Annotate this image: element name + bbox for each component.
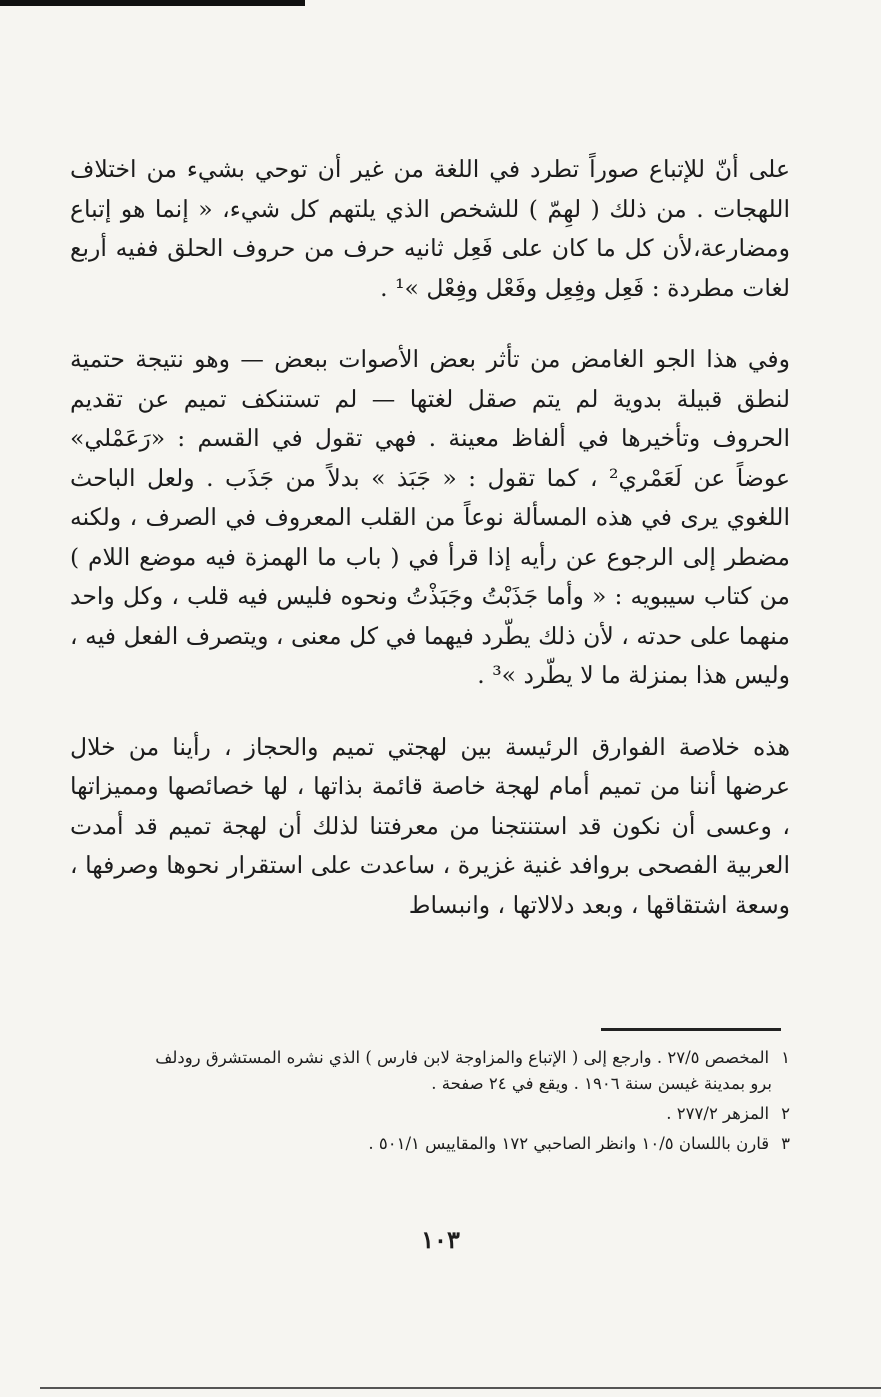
footnote-number: ١ bbox=[781, 1048, 790, 1067]
footnote-1-continued bbox=[90, 1071, 790, 1097]
footnotes bbox=[90, 1045, 790, 1161]
footnote-number: ٢ bbox=[781, 1104, 790, 1123]
scan-bottom-line bbox=[40, 1387, 881, 1389]
page-number: ١٠٣ bbox=[421, 1225, 460, 1254]
paragraph-3: هذه خلاصة الفوارق الرئيسة بين لهجتي تميم والحجاز ، رأينا من خلال عرضها أننا من تميم أمام لهجة خاصة قائمة بذاتها ، لها خصائصها ومميزاتها ، وعسى أن نكون قد استنتجنا من معرفتنا لذلك أن لهجة تميم قد أمدت العربية الفصحى بروافد غنية غزيرة ، ساعدت على استقرار نحوها وصرفها ، وسعة اشتقاقها ، وبعد دلالاتها ، وانبساط bbox=[70, 732, 790, 919]
footnote-separator bbox=[601, 1028, 781, 1031]
footnote-text: قارن باللسان ١٠/٥ وانظر الصاحبي ١٧٢ والمقاييس ٥٠١/١ . bbox=[368, 1134, 770, 1153]
footnote-3 bbox=[90, 1131, 790, 1157]
footnote-2 bbox=[90, 1101, 790, 1127]
scan-edge-line bbox=[0, 0, 305, 6]
footnote-text: المزهر ٢٧٧/٢ . bbox=[666, 1104, 770, 1123]
footnote-text: برو بمدينة غيسن سنة ١٩٠٦ . ويقع في ٢٤ صفحة . bbox=[431, 1074, 772, 1093]
paragraph-1: على أنّ للإتباع صوراً تطرد في اللغة من غير أن توحي بشيء من اختلاف اللهجات . من ذلك ( لهِمّ ) للشخص الذي يلتهم كل شيء، « إنما هو إتباع ومضارعة،لأن كل ما كان على فَعِل ثانيه حرف من حروف الحلق ففيه أربع لغات مطردة : فَعِل وفِعِل وفَعْل وفِعْل »¹ . bbox=[70, 155, 790, 302]
footnote-text: المخصص ٢٧/٥ . وارجع إلى ( الإتباع والمزاوجة لابن فارس ) الذي نشره المستشرق رودلف bbox=[155, 1048, 770, 1067]
footnote-1 bbox=[90, 1045, 790, 1071]
paragraph-2: وفي هذا الجو الغامض من تأثر بعض الأصوات ببعض — وهو نتيجة حتمية لنطق قبيلة بدوية لم يتم صقل لغتها — لم تستنكف تميم عن تقديم الحروف وتأخيرها في ألفاظ معينة . فهي تقول في القسم : «رَعَمْلي» عوضاً عن لَعَمْري² ، كما تقول : « جَبَذ » بدلاً من جَذَب . ولعل الباحث اللغوي يرى في هذه المسألة نوعاً من القلب المعروف في الصرف ، ولكنه مضطر إلى الرجوع عن رأيه إذا قرأ في ( باب ما الهمزة فيه موضع اللام ) من كتاب سيبويه : « وأما جَذَبْتُ وجَبَذْتُ ونحوه فليس فيه قلب ، وكل واحد منهما على حدته ، لأن ذلك يطّرد فيهما في كل معنى ، ويتصرف الفعل فيه ، وليس هذا بمنزلة ما لا يطّرد »³ . bbox=[70, 345, 790, 689]
main-text bbox=[70, 150, 790, 925]
footnote-number: ٣ bbox=[781, 1134, 790, 1153]
